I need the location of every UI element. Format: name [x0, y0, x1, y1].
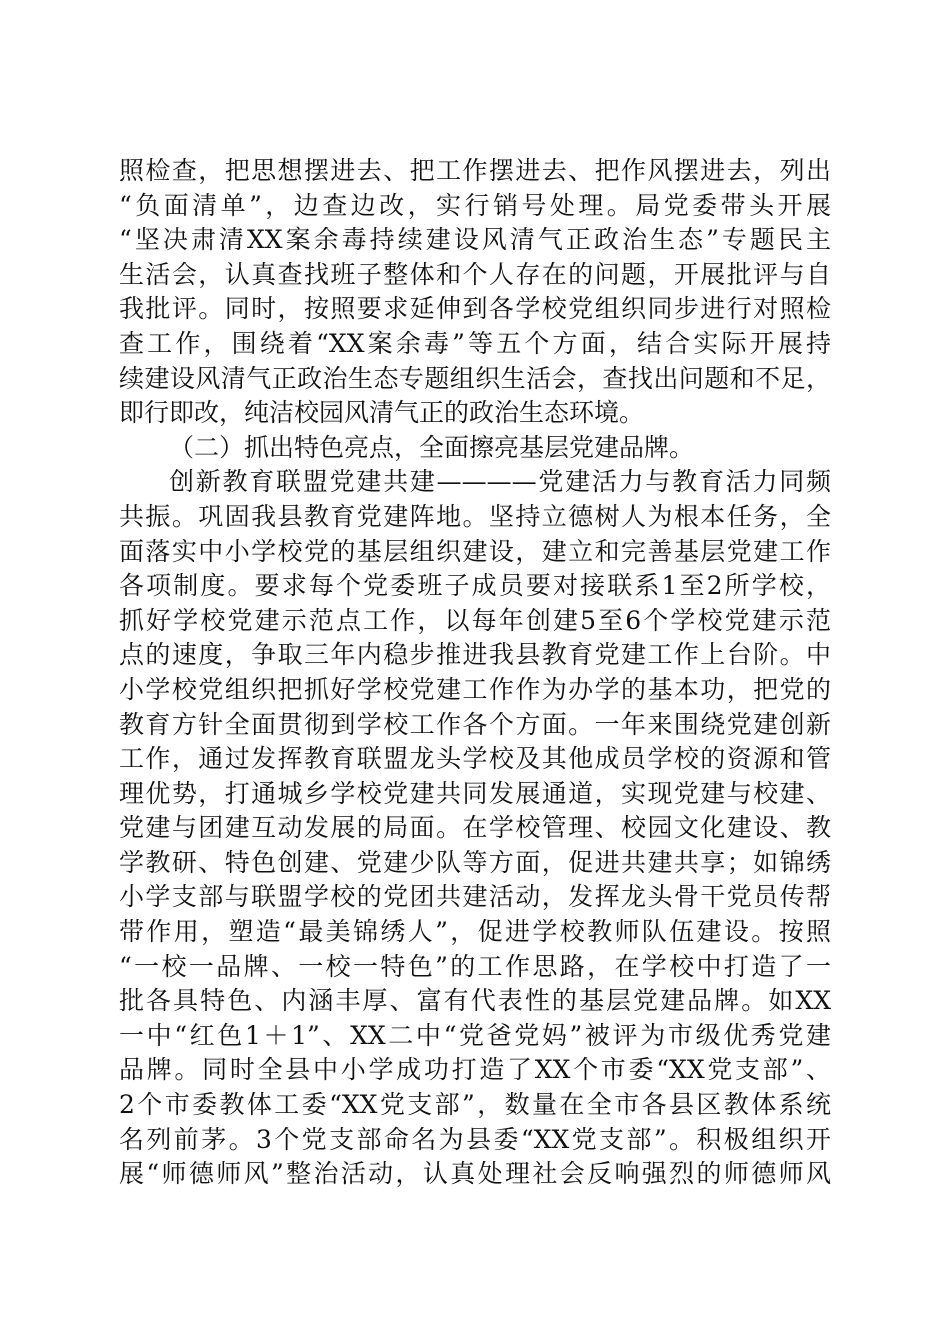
paragraph-1 [119, 154, 831, 431]
text-line: 品牌。同时全县中小学成功打造了XX个市委“XX党支部”、 [119, 1055, 831, 1085]
text-line: 点的速度，争取三年内稳步推进我县教育党建工作上台阶。中 [119, 640, 831, 670]
text-line: 教育方针全面贯彻到学校工作各个方面。一年来围绕党建创新 [119, 709, 831, 739]
text-line: 共振。巩固我县教育党建阵地。坚持立德树人为根本任务，全 [119, 501, 831, 531]
paragraph-2 [119, 465, 831, 1191]
text-line: 创新教育联盟党建共建————党建活力与教育活力同频 [169, 467, 831, 497]
document-body [119, 154, 831, 1192]
text-line: 理优势，打通城乡学校党建共同发展通道，实现党建与校建、 [119, 778, 831, 808]
text-line: 面落实中小学校党的基层组织建设，建立和完善基层党建工作 [119, 536, 831, 566]
text-line: 名列前茅。3个党支部命名为县委“XX党支部”。积极组织开 [119, 1124, 831, 1154]
text-line: 小学支部与联盟学校的党团共建活动，发挥龙头骨干党员传帮 [119, 882, 831, 912]
text-line: 各项制度。要求每个党委班子成员要对接联系1至2所学校， [119, 571, 831, 601]
text-line: 批各具特色、内涵丰厚、富有代表性的基层党建品牌。如XX [119, 986, 831, 1016]
text-line: 学教研、特色创建、党建少队等方面，促进共建共享；如锦绣 [119, 847, 831, 877]
text-line: 2个市委教体工委“XX党支部”，数量在全市各县区教体系统 [119, 1090, 831, 1120]
text-line: 抓好学校党建示范点工作，以每年创建5至6个学校党建示范 [119, 605, 831, 635]
text-line: 生活会，认真查找班子整体和个人存在的问题，开展批评与自 [119, 259, 831, 289]
text-line: 展“师德师风”整治活动，认真处理社会反响强烈的师德师风 [119, 1159, 831, 1189]
text-line: “坚决肃清XX案余毒持续建设风清气正政治生态”专题民主 [119, 225, 831, 255]
text-line: “负面清单”，边查边改，实行销号处理。局党委带头开展 [119, 190, 831, 220]
text-line: 党建与团建互动发展的局面。在学校管理、校园文化建设、教 [119, 813, 831, 843]
text-line: 一中“红色1＋1”、XX二中“党爸党妈”被评为市级优秀党建 [119, 1020, 831, 1050]
heading-text: （二）抓出特色亮点，全面擦亮基层党建品牌。 [169, 432, 695, 462]
text-line: 续建设风清气正政治生态专题组织生活会，查找出问题和不足， [119, 363, 831, 393]
text-line: 即行即改，纯洁校园风清气正的政治生态环境。 [119, 398, 645, 428]
text-line: 带作用，塑造“最美锦绣人”，促进学校教师队伍建设。按照 [119, 917, 831, 947]
text-line: “一校一品牌、一校一特色”的工作思路，在学校中打造了一 [119, 951, 831, 981]
text-line: 照检查，把思想摆进去、把工作摆进去、把作风摆进去，列出 [119, 156, 831, 185]
text-line: 工作，通过发挥教育联盟龙头学校及其他成员学校的资源和管 [119, 744, 831, 774]
text-line: 小学校党组织把抓好学校党建工作作为办学的基本功，把党的 [119, 674, 831, 704]
text-line: 查工作，围绕着“XX案余毒”等五个方面，结合实际开展持 [119, 328, 831, 358]
section-heading [119, 431, 831, 466]
text-line: 我批评。同时，按照要求延伸到各学校党组织同步进行对照检 [119, 294, 831, 324]
